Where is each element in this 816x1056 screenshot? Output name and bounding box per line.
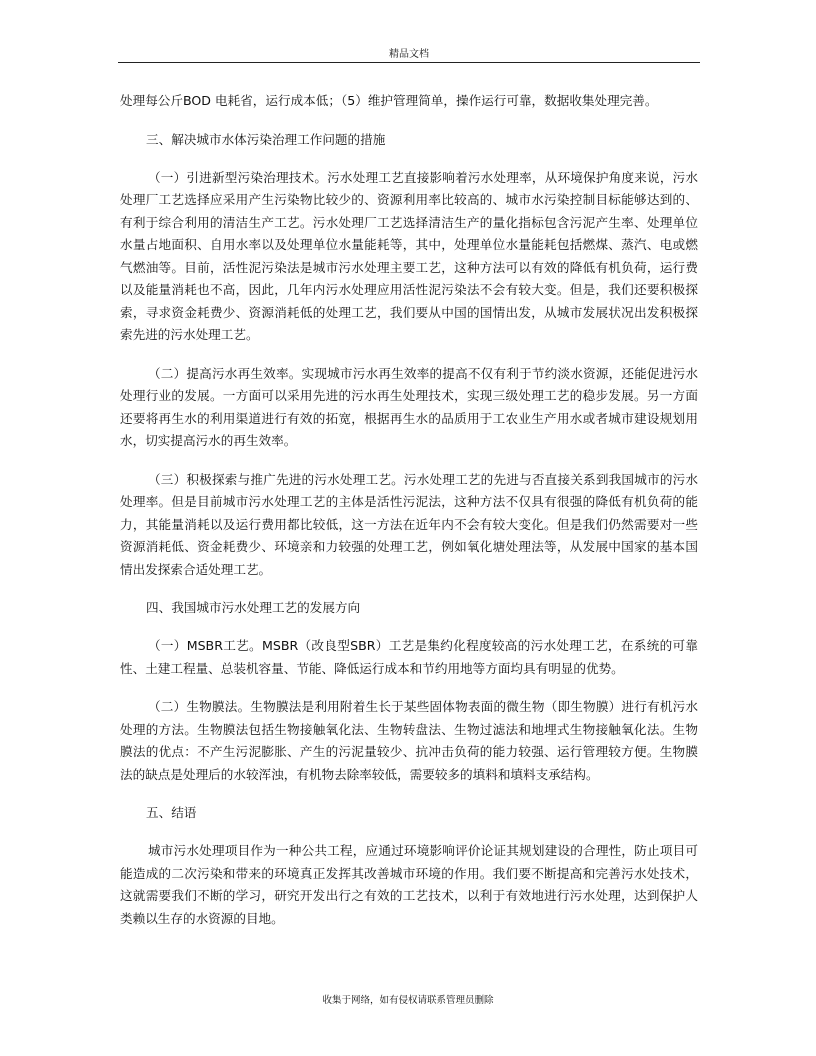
section-heading-3: 三、解决城市水体污染治理工作问题的措施 (146, 131, 386, 147)
paragraph-msbr: （一）MSBR工艺。MSBR（改良型SBR）工艺是集约化程度较高的污水处理工艺，在系统的可靠性、土建工程量、总装机容量、节能、降低运行成本和节约用地等方面均具有明显的优势。 (120, 638, 698, 676)
paragraph-new-technology: （一）引进新型污染治理技术。污水处理工艺直接影响着污水处理率，从环境保护角度来说，污水处理厂工艺选择应采用产生污染物比较少的、资源利用率比较高的、城市水污染控制目标能够达到的、有利于综合利用的清洁生产工艺。污水处理厂工艺选择清洁生产的量化指标包含污泥产生率、处理单位水量占地面积、自用水率以及处理单位水量能耗等，其中，处理单位水量能耗包括燃煤、蒸汽、电或燃气燃油等。目前，活性泥污染法是城市污水处理主要工艺，这种方法可以有效的降低有机负荷，运行费以及能量消耗也不高，因此，几年内污水处理应用活性泥污染法不会有较大变。但是，我们还要积极探索，寻求资金耗费少、资源消耗低的处理工艺，我们要从中国的国情出发，从城市发展状况出发积极探索先进的污水处理工艺。 (120, 169, 698, 342)
page-header: 精品文档 (389, 49, 429, 60)
page-footer: 收集于网络，如有侵权请联系管理员删除 (322, 995, 494, 1006)
paragraph-continuation: 处理每公斤BOD 电耗省，运行成本低；（5）维护管理简单，操作运行可靠，数据收集处理完善。 (120, 93, 658, 108)
header-divider (118, 62, 700, 63)
paragraph-recycling-efficiency: （二）提高污水再生效率。实现城市污水再生效率的提高不仅有利于节约淡水资源，还能促进污水处理行业的发展。一方面可以采用先进的污水再生处理技术，实现三级处理工艺的稳步发展。另一方面还要将再生水的利用渠道进行有效的拓宽，根据再生水的品质用于工农业生产用水或者城市建设规划用水，切实提高污水的再生效率。 (120, 365, 698, 448)
section-heading-5: 五、结语 (146, 805, 197, 820)
document-body (120, 90, 698, 930)
paragraph-conclusion: 城市污水处理项目作为一种公共工程，应通过环境影响评价论证其规划建设的合理性，防止项目可能造成的二次污染和带来的环境真正发挥其改善城市环境的作用。我们要不断提高和完善污水处技术，这就需要我们不断的学习，研究开发出行之有效的工艺技术，以利于有效地进行污水处理，达到保护人类赖以生存的水资源的目地。 (120, 843, 698, 926)
paragraph-advanced-processes: （三）积极探索与推广先进的污水处理工艺。污水处理工艺的先进与否直接关系到我国城市的污水处理率。但是目前城市污水处理工艺的主体是活性污泥法，这种方法不仅具有很强的降低有机负荷的能力，其能量消耗以及运行费用都比较低，这一方法在近年内不会有较大变化。但是我们仍然需要对一些资源消耗低、资金耗费少、环境亲和力较强的处理工艺，例如氧化塘处理法等，从发展中国家的基本国情出发探索合适处理工艺。 (120, 471, 698, 577)
section-heading-4: 四、我国城市污水处理工艺的发展方向 (146, 600, 361, 615)
paragraph-biofilm: （二）生物膜法。生物膜法是利用附着生长于某些固体物表面的微生物（即生物膜）进行有机污水处理的方法。生物膜法包括生物接触氧化法、生物转盘法、生物过滤法和地埋式生物接触氧化法。生物膜法的优点：不产生污泥膨胀、产生的污泥量较少、抗冲击负荷的能力较强、运行管理较方便。生物膜法的缺点是处理后的水较浑浊，有机物去除率较低，需要较多的填料和填料支承结构。 (120, 699, 698, 782)
